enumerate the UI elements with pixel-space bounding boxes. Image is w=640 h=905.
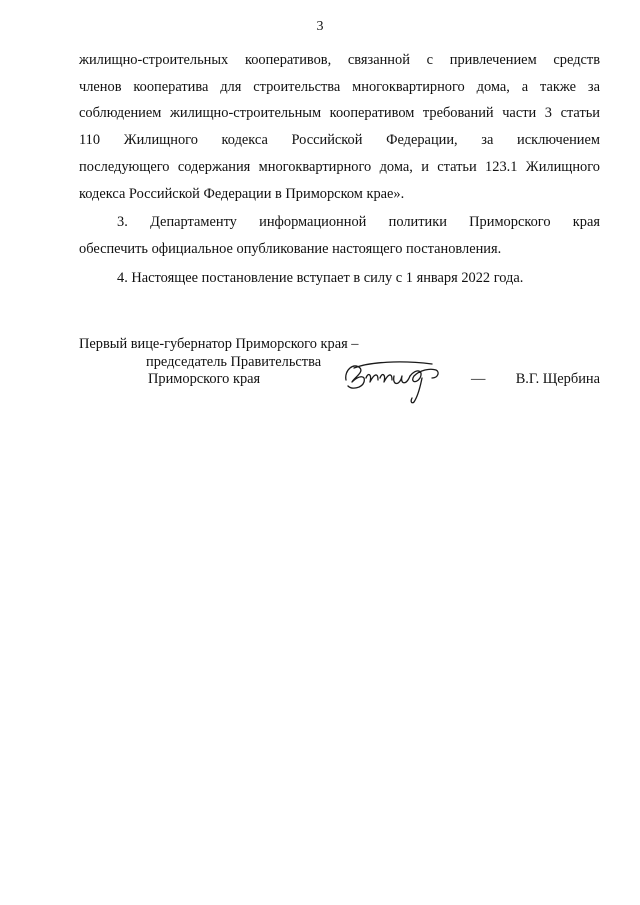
paragraph-2 <box>79 209 600 262</box>
signatory-title-line: Приморского края <box>148 371 261 387</box>
text-line: 4. Настоящее постановление вступает в силу с 1 января 2022 года. <box>117 269 524 286</box>
page-number: 3 <box>316 19 324 34</box>
paragraph-1 <box>79 47 600 207</box>
handwritten-signature <box>340 352 460 406</box>
text-line: кодекса Российской Федерации в Приморском крае». <box>79 185 405 202</box>
text-line: последующего содержания многоквартирного дома, и статьи 123.1 Жилищного <box>79 158 600 175</box>
text-line: 110 Жилищного кодекса Российской Федерации, за исключением <box>79 132 600 149</box>
text-line: соблюдением жилищно-строительным кооперативом требований части 3 статьи <box>79 105 600 122</box>
signatory-title-line: Первый вице-губернатор Приморского края – <box>79 336 359 352</box>
paragraph-3 <box>79 265 600 292</box>
text-line: членов кооператива для строительства многоквартирного дома, а также за <box>79 78 600 95</box>
text-line: 3. Департаменту информационной политики Приморского края <box>117 214 600 231</box>
signer-name: В.Г. Щербина <box>515 371 600 387</box>
signature-dash: — <box>471 371 486 387</box>
document-body <box>79 47 600 291</box>
text-line: жилищно-строительных кооперативов, связанной с привлечением средств <box>79 52 600 68</box>
text-line: обеспечить официальное опубликование настоящего постановления. <box>79 240 502 257</box>
signatory-title-line: председатель Правительства <box>146 353 322 370</box>
